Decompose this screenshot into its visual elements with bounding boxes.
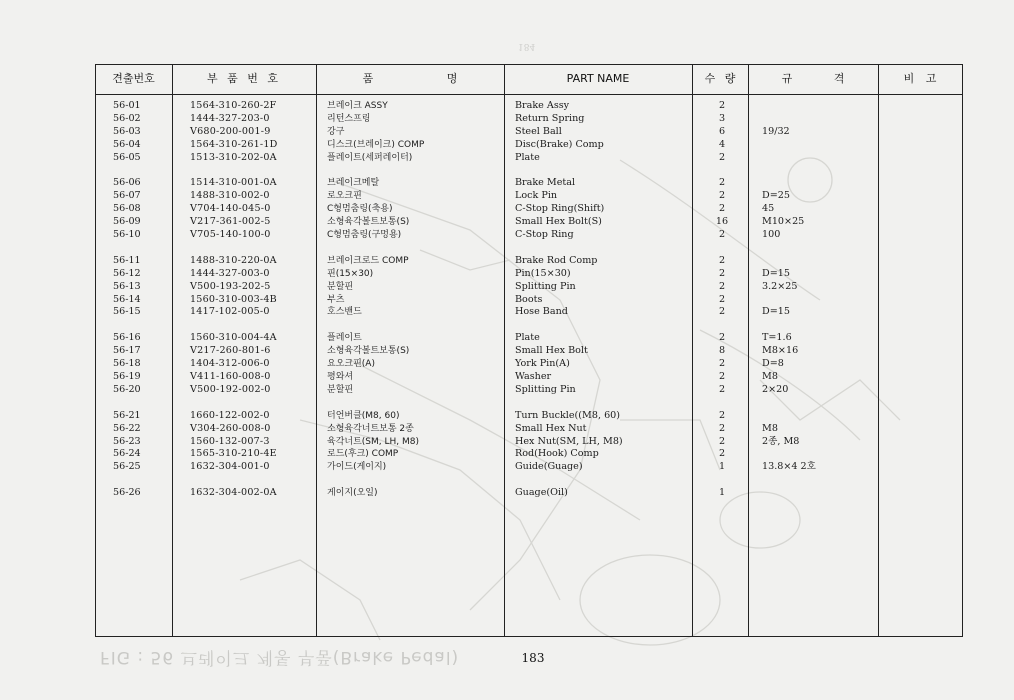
part-number: 1565-310-210-4E xyxy=(190,448,277,460)
part-number: V217-361-002-5 xyxy=(190,216,271,228)
part-number: V304-260-008-0 xyxy=(190,422,271,434)
part-number: 1564-310-260-2F xyxy=(190,100,277,111)
header-index: 견출번호 xyxy=(112,72,155,85)
parts-table-body xyxy=(0,100,1014,513)
part-number: V500-193-202-5 xyxy=(190,280,271,292)
quantity: 1 xyxy=(718,461,726,473)
spec: M8 xyxy=(762,422,778,434)
row-index: 56-14 xyxy=(113,293,141,305)
row-index: 56-06 xyxy=(113,177,141,189)
quantity: 2 xyxy=(718,190,726,202)
spec: D=15 xyxy=(762,306,790,318)
korean-name: 소형육각볼트보통(S) xyxy=(327,346,410,357)
part-name: Hose Band xyxy=(515,306,568,318)
korean-name: 플레이트(세퍼레이터) xyxy=(327,152,413,163)
korean-name: 육각너트(SM, LH, M8) xyxy=(327,436,419,447)
header-remark: 비 고 xyxy=(903,72,937,85)
korean-name: 로오크핀 xyxy=(327,191,362,202)
quantity: 2 xyxy=(718,383,726,395)
part-number: 1404-312-006-0 xyxy=(190,358,270,370)
quantity: 6 xyxy=(718,125,726,137)
quantity: 16 xyxy=(715,216,729,228)
quantity: 2 xyxy=(718,229,726,241)
korean-name: C형멈춤링(축용) xyxy=(327,204,393,215)
korean-name: 요오크핀(A) xyxy=(327,359,375,370)
quantity: 2 xyxy=(718,267,726,279)
row-index: 56-10 xyxy=(113,229,141,241)
spec: 2종, M8 xyxy=(762,435,800,447)
table-bottom-border xyxy=(95,636,963,637)
row-index: 56-13 xyxy=(113,280,141,292)
row-index: 56-07 xyxy=(113,190,141,202)
spec: M10×25 xyxy=(762,216,805,228)
table-row xyxy=(0,423,1014,436)
spec: M8×16 xyxy=(762,345,799,357)
quantity: 2 xyxy=(718,358,726,370)
korean-name: 소형육각볼트보통(S) xyxy=(327,217,410,228)
korean-name: 브레이크 ASSY xyxy=(327,101,388,111)
table-row xyxy=(0,410,1014,423)
quantity: 2 xyxy=(718,332,726,344)
table-row xyxy=(0,487,1014,500)
spec: 3.2×25 xyxy=(762,280,798,292)
korean-name: 리턴스프링 xyxy=(327,113,371,124)
part-name: Brake Metal xyxy=(515,177,576,189)
quantity: 2 xyxy=(718,100,726,111)
table-row xyxy=(0,345,1014,358)
part-name: C-Stop Ring xyxy=(515,229,574,241)
korean-name: 디스크(브레이크) COMP xyxy=(327,139,425,150)
table-row xyxy=(0,358,1014,371)
part-number: V217-260-801-6 xyxy=(190,345,271,357)
row-index: 56-25 xyxy=(113,461,141,473)
part-name: Guage(Oil) xyxy=(515,487,568,499)
part-name: Rod(Hook) Comp xyxy=(515,448,599,460)
part-number: 1444-327-203-0 xyxy=(190,112,270,124)
table-row xyxy=(0,332,1014,345)
part-name: Washer xyxy=(515,371,552,383)
table-row xyxy=(0,216,1014,229)
table-row xyxy=(0,306,1014,319)
table-row xyxy=(0,461,1014,474)
part-number: 1564-310-261-1D xyxy=(190,138,278,150)
part-name: Guide(Guage) xyxy=(515,461,583,473)
part-name: Small Hex Bolt xyxy=(515,345,588,357)
quantity: 2 xyxy=(718,371,726,383)
header-korean-name: 품 명 xyxy=(362,72,458,85)
part-name: Brake Rod Comp xyxy=(515,254,598,266)
table-row xyxy=(0,384,1014,397)
quantity: 1 xyxy=(718,487,726,499)
part-number: V680-200-001-9 xyxy=(190,125,271,137)
part-name: Splitting Pin xyxy=(515,383,576,395)
parts-group xyxy=(0,100,1014,164)
part-number: 1444-327-003-0 xyxy=(190,267,270,279)
korean-name: 평와셔 xyxy=(327,372,354,383)
row-index: 56-02 xyxy=(113,112,141,124)
row-index: 56-08 xyxy=(113,203,141,215)
korean-name: 호스밴드 xyxy=(327,307,362,318)
row-index: 56-26 xyxy=(113,487,141,499)
korean-name: 분할핀 xyxy=(327,384,354,395)
header-spec: 규 격 xyxy=(781,72,845,85)
parts-group xyxy=(0,487,1014,500)
spec: D=8 xyxy=(762,358,784,370)
part-number: 1632-304-002-0A xyxy=(190,487,277,499)
header-bottom-border xyxy=(95,94,963,95)
row-index: 56-05 xyxy=(113,151,141,163)
korean-name: 로드(후크) COMP xyxy=(327,449,399,460)
spec: 45 xyxy=(762,203,775,215)
korean-name: 가이드(게이지) xyxy=(327,462,387,473)
part-name: Turn Buckle((M8, 60) xyxy=(515,409,621,421)
part-name: Lock Pin xyxy=(515,190,558,202)
row-index: 56-03 xyxy=(113,125,141,137)
part-number: 1514-310-001-0A xyxy=(190,177,277,189)
part-number: 1560-310-003-4B xyxy=(190,293,277,305)
part-name: Pin(15×30) xyxy=(515,267,571,279)
row-index: 56-11 xyxy=(113,254,141,266)
part-number: 1488-310-002-0 xyxy=(190,190,270,202)
part-name: Splitting Pin xyxy=(515,280,576,292)
table-row xyxy=(0,436,1014,449)
table-row xyxy=(0,100,1014,113)
spec: 2×20 xyxy=(762,383,789,395)
table-row xyxy=(0,268,1014,281)
table-top-border xyxy=(95,64,963,65)
korean-name: 터언버클(M8, 60) xyxy=(327,410,400,421)
table-row xyxy=(0,281,1014,294)
bleed-through-title: FIG : 56 브레이크 계통 부품(Brake Pedal) xyxy=(100,647,460,667)
part-name: Disc(Brake) Comp xyxy=(515,138,604,150)
table-row xyxy=(0,203,1014,216)
table-row xyxy=(0,371,1014,384)
table-row xyxy=(0,255,1014,268)
part-name: York Pin(A) xyxy=(515,358,570,370)
quantity: 2 xyxy=(718,435,726,447)
quantity: 2 xyxy=(718,151,726,163)
row-index: 56-20 xyxy=(113,383,141,395)
part-name: Small Hex Nut xyxy=(515,422,587,434)
row-index: 56-04 xyxy=(113,138,141,150)
part-name: Steel Ball xyxy=(515,125,562,137)
part-name: C-Stop Ring(Shift) xyxy=(515,203,605,215)
spec: D=15 xyxy=(762,267,790,279)
table-row xyxy=(0,177,1014,190)
table-row xyxy=(0,139,1014,152)
row-index: 56-22 xyxy=(113,422,141,434)
part-name: Brake Assy xyxy=(515,100,570,111)
table-row xyxy=(0,126,1014,139)
row-index: 56-16 xyxy=(113,332,141,344)
quantity: 2 xyxy=(718,254,726,266)
korean-name: 부츠 xyxy=(327,294,345,305)
korean-name: 강구 xyxy=(327,126,345,137)
row-index: 56-17 xyxy=(113,345,141,357)
part-number: 1513-310-202-0A xyxy=(190,151,277,163)
row-index: 56-09 xyxy=(113,216,141,228)
korean-name: 핀(15×30) xyxy=(327,268,374,279)
part-name: Small Hex Bolt(S) xyxy=(515,216,602,228)
part-number: 1488-310-220-0A xyxy=(190,254,277,266)
part-number: 1560-310-004-4A xyxy=(190,332,277,344)
page-number: 183 xyxy=(521,651,545,665)
part-name: Boots xyxy=(515,293,543,305)
table-row xyxy=(0,448,1014,461)
quantity: 2 xyxy=(718,448,726,460)
part-number: 1632-304-001-0 xyxy=(190,461,270,473)
table-row xyxy=(0,113,1014,126)
part-number: V500-192-002-0 xyxy=(190,383,271,395)
part-number: 1560-132-007-3 xyxy=(190,435,270,447)
korean-name: 분할핀 xyxy=(327,281,354,292)
quantity: 2 xyxy=(718,177,726,189)
spec: M8 xyxy=(762,371,778,383)
part-number: 1417-102-005-0 xyxy=(190,306,270,318)
korean-name: 게이지(오일) xyxy=(327,488,378,499)
quantity: 2 xyxy=(718,203,726,215)
spec: T=1.6 xyxy=(762,332,792,344)
part-number: 1660-122-002-0 xyxy=(190,409,270,421)
part-name: Return Spring xyxy=(515,112,585,124)
korean-name: 플레이트 xyxy=(327,333,362,344)
spec: D=25 xyxy=(762,190,790,202)
header-part-name: PART NAME xyxy=(566,72,630,85)
row-index: 56-23 xyxy=(113,435,141,447)
row-index: 56-15 xyxy=(113,306,141,318)
table-row xyxy=(0,190,1014,203)
quantity: 8 xyxy=(718,345,726,357)
parts-group xyxy=(0,410,1014,474)
table-row xyxy=(0,294,1014,307)
korean-name: 소형육각너트보통 2종 xyxy=(327,423,414,434)
row-index: 56-21 xyxy=(113,409,141,421)
quantity: 3 xyxy=(718,112,726,124)
spec: 13.8×4 2호 xyxy=(762,461,816,473)
bleed-through-top-number: 184 xyxy=(518,41,536,51)
part-number: V411-160-008-0 xyxy=(190,371,271,383)
korean-name: 브레이크로드 COMP xyxy=(327,255,409,266)
header-quantity: 수 량 xyxy=(704,72,736,85)
spec: 19/32 xyxy=(762,125,790,137)
spec: 100 xyxy=(762,229,781,241)
parts-group xyxy=(0,332,1014,396)
quantity: 4 xyxy=(718,138,726,150)
row-index: 56-19 xyxy=(113,371,141,383)
part-number: V705-140-100-0 xyxy=(190,229,271,241)
quantity: 2 xyxy=(718,280,726,292)
part-name: Plate xyxy=(515,332,540,344)
header-part-number: 부 품 번 호 xyxy=(207,72,281,85)
row-index: 56-01 xyxy=(113,100,141,111)
part-number: V704-140-045-0 xyxy=(190,203,271,215)
quantity: 2 xyxy=(718,409,726,421)
row-index: 56-12 xyxy=(113,267,141,279)
parts-group xyxy=(0,255,1014,319)
quantity: 2 xyxy=(718,293,726,305)
korean-name: C형멈춤링(구멍용) xyxy=(327,230,402,241)
part-name: Plate xyxy=(515,151,540,163)
table-row xyxy=(0,229,1014,242)
table-row xyxy=(0,152,1014,165)
quantity: 2 xyxy=(718,422,726,434)
row-index: 56-18 xyxy=(113,358,141,370)
quantity: 2 xyxy=(718,306,726,318)
row-index: 56-24 xyxy=(113,448,141,460)
korean-name: 브레이크메탈 xyxy=(327,178,380,189)
parts-group xyxy=(0,177,1014,241)
part-name: Hex Nut(SM, LH, M8) xyxy=(515,435,623,447)
